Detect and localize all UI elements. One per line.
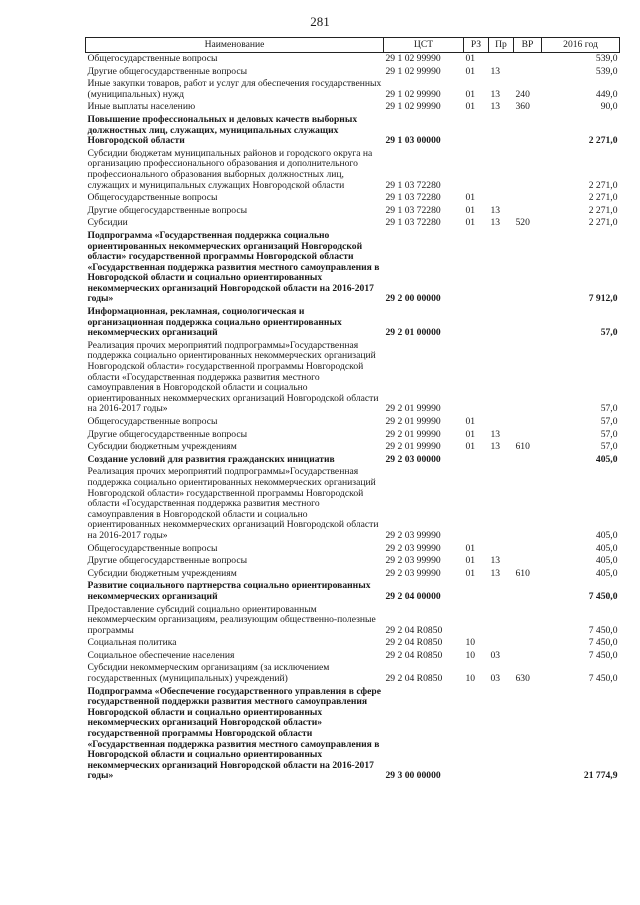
row-amount: 7 450,0 [588, 590, 618, 602]
row-cst: 29 2 01 99990 [385, 441, 441, 453]
row-pr: 13 [490, 88, 501, 100]
row-rz: 01 [465, 204, 476, 216]
row-pr: 13 [490, 101, 501, 113]
row-rz: 01 [465, 441, 476, 453]
row-name: Создание условий для развития гражданских инициатив [87, 453, 335, 465]
header-rz: РЗ [464, 38, 489, 53]
row-pr [489, 340, 514, 416]
row-vr: 610 [515, 567, 530, 579]
row-name: Иные выплаты населению [87, 101, 196, 113]
table-row [86, 454, 620, 467]
row-cst: 29 2 04 R0850 [385, 637, 443, 649]
row-name: Субсидии бюджетным учреждениям [87, 441, 237, 453]
row-amount: 57,0 [600, 416, 618, 427]
row-amount: 7 450,0 [588, 637, 618, 649]
row-vr [514, 555, 542, 568]
row-rz: 01 [465, 88, 476, 100]
row-rz: 01 [465, 53, 476, 64]
table-row [86, 192, 620, 205]
row-cst: 29 2 01 00000 [385, 327, 441, 339]
row-pr [489, 416, 514, 429]
table-row [86, 604, 620, 638]
row-name: Социальная политика [87, 637, 177, 649]
row-name: Другие общегосударственные вопросы [87, 555, 248, 567]
page-number: 281 [310, 14, 330, 29]
table-header-row [86, 38, 620, 53]
row-rz [464, 148, 489, 192]
row-cst: 29 2 01 99990 [385, 428, 441, 440]
row-rz [464, 686, 489, 783]
row-cst: 29 2 03 99990 [385, 555, 441, 567]
row-vr [514, 604, 542, 638]
row-name: Субсидии бюджетам муниципальных районов и городского округа на организацию профессионального образования и дополнительного профессионального образования выборных должностных лиц, служащих и муниципальных служащих Новгородской области [87, 147, 373, 191]
row-cst: 29 2 03 00000 [385, 453, 441, 465]
row-cst: 29 1 03 72280 [385, 192, 441, 204]
row-vr [514, 340, 542, 416]
row-cst: 29 1 02 99990 [385, 53, 441, 64]
table-row [86, 205, 620, 218]
table-row [86, 148, 620, 192]
row-vr [514, 466, 542, 542]
row-amount: 539,0 [595, 53, 618, 64]
row-vr: 610 [515, 441, 530, 453]
row-pr [489, 148, 514, 192]
table-row [86, 101, 620, 114]
table-row [86, 637, 620, 650]
table-row [86, 568, 620, 581]
row-name: Реализация прочих мероприятий подпрограммы»Государственная поддержка социально ориентированных некоммерческих организаций Новгородской области» государственной программы Новгородской области «Государственная поддержка развития местного самоуправления в Новгородской области и социально ориентированных некоммерческих организаций Новгородской области на 2016-2017 годы» [87, 339, 379, 415]
row-vr [514, 306, 542, 340]
row-amount: 57,0 [600, 327, 618, 339]
row-name: Другие общегосударственные вопросы [87, 204, 248, 216]
row-vr [514, 580, 542, 603]
row-pr: 13 [490, 555, 501, 567]
row-cst: 29 2 03 99990 [385, 567, 441, 579]
row-vr [514, 53, 542, 66]
row-vr [514, 148, 542, 192]
row-rz: 01 [465, 192, 476, 204]
row-rz: 10 [465, 649, 476, 661]
row-pr: 13 [490, 217, 501, 229]
row-cst: 29 2 04 00000 [385, 590, 441, 602]
row-amount: 405,0 [595, 453, 618, 465]
row-rz [464, 340, 489, 416]
table-row [86, 230, 620, 306]
row-amount: 2 271,0 [588, 135, 618, 147]
table-row [86, 340, 620, 416]
table-row [86, 114, 620, 148]
row-amount: 405,0 [595, 542, 618, 554]
row-cst: 29 2 03 99990 [385, 542, 441, 554]
row-rz [464, 230, 489, 306]
row-amount: 2 271,0 [588, 179, 618, 191]
table-row [86, 78, 620, 101]
row-amount: 405,0 [595, 529, 618, 541]
header-name: Наименование [86, 38, 384, 53]
row-pr [489, 454, 514, 467]
row-rz: 01 [465, 65, 476, 77]
table-row [86, 217, 620, 230]
row-cst: 29 2 04 R0850 [385, 649, 443, 661]
row-cst: 29 1 03 72280 [385, 204, 441, 216]
row-amount: 7 450,0 [588, 673, 618, 685]
row-name: Субсидии некоммерческим организациям (за исключением государственных (муниципальных) учреждений) [87, 662, 330, 685]
row-amount: 449,0 [595, 88, 618, 100]
row-name: Субсидии [87, 217, 128, 229]
row-rz: 01 [465, 428, 476, 440]
row-cst: 29 1 02 99990 [385, 88, 441, 100]
table-row [86, 543, 620, 556]
row-rz [464, 306, 489, 340]
table-row [86, 555, 620, 568]
row-amount: 7 912,0 [588, 293, 618, 305]
row-vr: 240 [515, 88, 530, 100]
table-row [86, 53, 620, 66]
row-rz [464, 454, 489, 467]
row-rz [464, 604, 489, 638]
row-rz [464, 466, 489, 542]
row-vr [514, 429, 542, 442]
budget-table [85, 37, 620, 783]
table-row [86, 650, 620, 663]
row-amount: 90,0 [600, 101, 618, 113]
row-pr [489, 306, 514, 340]
row-name: Информационная, рекламная, социологическая и организационная поддержка социально ориентированных некоммерческих организаций [87, 306, 342, 339]
row-name: Общегосударственные вопросы [87, 416, 218, 427]
row-cst: 29 1 03 00000 [385, 135, 441, 147]
row-rz [464, 114, 489, 148]
table-row [86, 429, 620, 442]
row-pr [489, 53, 514, 66]
table-row [86, 686, 620, 783]
row-pr [489, 230, 514, 306]
row-name: Другие общегосударственные вопросы [87, 65, 248, 77]
row-name: Общегосударственные вопросы [87, 192, 218, 204]
row-amount: 7 450,0 [588, 649, 618, 661]
table-row [86, 662, 620, 685]
row-vr: 520 [515, 217, 530, 229]
row-cst: 29 1 03 72280 [385, 217, 441, 229]
row-name: Другие общегосударственные вопросы [87, 428, 248, 440]
table-body [86, 53, 620, 784]
row-vr [514, 114, 542, 148]
row-name: Предоставление субсидий социально ориентированным некоммерческим организациям, реализующим общественно-полезные программы [87, 603, 376, 636]
row-pr: 03 [490, 649, 501, 661]
row-vr [514, 637, 542, 650]
row-vr [514, 543, 542, 556]
row-cst: 29 1 03 72280 [385, 179, 441, 191]
row-amount: 57,0 [600, 428, 618, 440]
row-rz: 01 [465, 416, 476, 427]
row-name: Подпрограмма «Обеспечение государственного управления в сфере государственной поддержки развития местного самоуправления Новгородской области и социально ориентированных некоммерческих организаций Новгородской области» государственной программы Новгородской области «Государственная поддержка развития местного самоуправления в Новгородской области и социально ориентированных некоммерческих организаций Новгородской области на 2016-2017 годы» [87, 685, 381, 782]
row-pr: 13 [490, 204, 501, 216]
row-pr: 13 [490, 441, 501, 453]
row-cst: 29 2 03 99990 [385, 529, 441, 541]
row-cst: 29 2 04 R0850 [385, 673, 443, 685]
row-vr [514, 66, 542, 79]
row-vr [514, 416, 542, 429]
row-name: Социальное обеспечение населения [87, 649, 235, 661]
row-amount: 7 450,0 [588, 624, 618, 636]
row-rz: 01 [465, 542, 476, 554]
row-name: Иные закупки товаров, работ и услуг для обеспечения государственных (муниципальных) нужд [87, 78, 382, 100]
row-vr [514, 454, 542, 467]
row-rz: 01 [465, 217, 476, 229]
row-amount: 2 271,0 [588, 204, 618, 216]
row-amount: 57,0 [600, 441, 618, 453]
row-rz: 01 [465, 555, 476, 567]
row-cst: 29 1 02 99990 [385, 65, 441, 77]
row-cst: 29 2 04 R0850 [385, 624, 443, 636]
row-cst: 29 3 00 00000 [385, 770, 441, 782]
row-vr [514, 650, 542, 663]
row-amount: 57,0 [600, 403, 618, 415]
row-name: Подпрограмма «Государственная поддержка социально ориентированных некоммерческих организаций Новгородской области» государственной программы Новгородской области «Государственная поддержка развития местного самоуправления в Новгородской области и социально ориентированных некоммерческих организаций Новгородской области на 2016-2017 годы» [87, 229, 380, 305]
table-row [86, 441, 620, 454]
row-pr: 13 [490, 567, 501, 579]
row-rz: 10 [465, 637, 476, 649]
row-rz: 01 [465, 101, 476, 113]
row-pr: 03 [490, 673, 501, 685]
row-cst: 29 2 01 99990 [385, 416, 441, 427]
row-name: Повышение профессиональных и деловых качеств выборных должностных лиц, служащих, муниципальных служащих Новгородской области [87, 113, 358, 147]
table-row [86, 466, 620, 542]
row-pr: 13 [490, 65, 501, 77]
header-vr: ВР [514, 38, 542, 53]
row-name: Реализация прочих мероприятий подпрограммы»Государственная поддержка социально ориентированных некоммерческих организаций Новгородской области» государственной программы Новгородской области «Государственная поддержка развития местного самоуправления в Новгородской области и социально ориентированных некоммерческих организаций Новгородской области на 2016-2017 годы» [87, 466, 379, 541]
row-name: Общегосударственные вопросы [87, 53, 218, 64]
row-pr: 13 [490, 428, 501, 440]
row-amount: 21 774,9 [583, 770, 618, 782]
row-name: Субсидии бюджетным учреждениям [87, 567, 237, 579]
row-vr [514, 205, 542, 218]
row-cst: 29 1 02 99990 [385, 101, 441, 113]
row-rz [464, 580, 489, 603]
row-pr [489, 192, 514, 205]
row-vr [514, 192, 542, 205]
row-vr [514, 686, 542, 783]
table-row [86, 416, 620, 429]
row-cst: 29 2 00 00000 [385, 293, 441, 305]
row-rz: 01 [465, 567, 476, 579]
header-year: 2016 год [542, 38, 620, 53]
row-pr [489, 604, 514, 638]
row-amount: 539,0 [595, 65, 618, 77]
table-row [86, 580, 620, 603]
table-row [86, 66, 620, 79]
row-pr [489, 543, 514, 556]
row-name: Развитие социального партнерства социально ориентированных некоммерческих организаций [87, 580, 371, 602]
row-name: Общегосударственные вопросы [87, 542, 218, 554]
row-amount: 2 271,0 [588, 217, 618, 229]
row-pr [489, 637, 514, 650]
table-row [86, 306, 620, 340]
header-cst: ЦСТ [384, 38, 464, 53]
row-pr [489, 114, 514, 148]
row-amount: 2 271,0 [588, 192, 618, 204]
header-pr: Пр [489, 38, 514, 53]
row-pr [489, 466, 514, 542]
row-vr [514, 230, 542, 306]
row-vr: 360 [515, 101, 530, 113]
row-cst: 29 2 01 99990 [385, 403, 441, 415]
row-amount: 405,0 [595, 567, 618, 579]
row-vr: 630 [515, 673, 530, 685]
row-rz: 10 [465, 673, 476, 685]
row-amount: 405,0 [595, 555, 618, 567]
row-pr [489, 686, 514, 783]
row-pr [489, 580, 514, 603]
